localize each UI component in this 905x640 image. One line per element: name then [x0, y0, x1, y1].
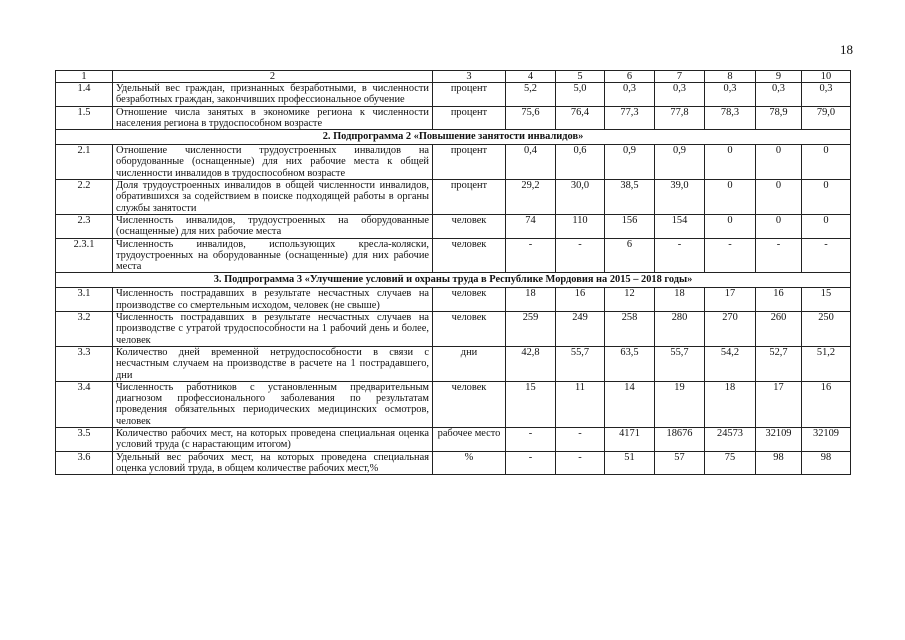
table-body: [56, 71, 851, 475]
value-cell: 77,8: [655, 106, 705, 130]
indicators-table: [55, 70, 851, 475]
value-cell: 30,0: [556, 180, 605, 215]
value-cell: 76,4: [556, 106, 605, 130]
value-cell: 63,5: [605, 346, 655, 381]
value-cell: -: [556, 238, 605, 273]
row-number-cell: 2.1: [56, 145, 113, 180]
value-cell: 74: [506, 214, 556, 238]
header-cell: 7: [655, 71, 705, 83]
unit-cell: человек: [433, 381, 506, 427]
value-cell: 0,3: [605, 83, 655, 107]
value-cell: -: [556, 451, 605, 475]
value-cell: 32109: [756, 428, 802, 452]
value-cell: 55,7: [556, 346, 605, 381]
value-cell: 78,9: [756, 106, 802, 130]
value-cell: 0: [756, 214, 802, 238]
value-cell: 259: [506, 312, 556, 347]
value-cell: 5,2: [506, 83, 556, 107]
value-cell: -: [705, 238, 756, 273]
value-cell: 18: [506, 288, 556, 312]
unit-cell: дни: [433, 346, 506, 381]
value-cell: 0: [802, 180, 851, 215]
value-cell: 0,3: [802, 83, 851, 107]
value-cell: 0: [756, 180, 802, 215]
value-cell: 260: [756, 312, 802, 347]
value-cell: 17: [705, 288, 756, 312]
value-cell: 0: [802, 145, 851, 180]
unit-cell: человек: [433, 312, 506, 347]
indicator-name-cell: Численность пострадавших в результате несчастных случаев на производстве со смертельным исходом, человек (не свыше): [113, 288, 433, 312]
unit-cell: рабочее место: [433, 428, 506, 452]
value-cell: -: [506, 428, 556, 452]
value-cell: 18: [655, 288, 705, 312]
table-row: [56, 83, 851, 107]
value-cell: -: [655, 238, 705, 273]
indicator-name-cell: Количество рабочих мест, на которых проведена специальная оценка условий труда (с нарастающим итогом): [113, 428, 433, 452]
value-cell: -: [756, 238, 802, 273]
row-number-cell: 3.3: [56, 346, 113, 381]
table-row: [56, 214, 851, 238]
value-cell: 98: [756, 451, 802, 475]
value-cell: 280: [655, 312, 705, 347]
indicator-name-cell: Количество дней временной нетрудоспособности в связи с несчастным случаем на производстве в расчете на 1 пострадавшего, дни: [113, 346, 433, 381]
value-cell: 16: [556, 288, 605, 312]
header-cell: 8: [705, 71, 756, 83]
value-cell: 6: [605, 238, 655, 273]
table-row: [56, 238, 851, 273]
value-cell: -: [506, 451, 556, 475]
value-cell: 0,3: [756, 83, 802, 107]
value-cell: 51: [605, 451, 655, 475]
header-cell: 1: [56, 71, 113, 83]
value-cell: -: [506, 238, 556, 273]
value-cell: 78,3: [705, 106, 756, 130]
value-cell: 0: [705, 214, 756, 238]
value-cell: 57: [655, 451, 705, 475]
value-cell: 38,5: [605, 180, 655, 215]
value-cell: 0: [705, 180, 756, 215]
row-number-cell: 3.6: [56, 451, 113, 475]
value-cell: 16: [802, 381, 851, 427]
value-cell: 32109: [802, 428, 851, 452]
value-cell: 51,2: [802, 346, 851, 381]
unit-cell: человек: [433, 238, 506, 273]
unit-cell: человек: [433, 214, 506, 238]
value-cell: 54,2: [705, 346, 756, 381]
value-cell: 154: [655, 214, 705, 238]
unit-cell: человек: [433, 288, 506, 312]
section-title: 3. Подпрограмма 3 «Улучшение условий и охраны труда в Республике Мордовия на 2015 – 2018 годы»: [56, 273, 851, 288]
value-cell: 0,9: [655, 145, 705, 180]
value-cell: 39,0: [655, 180, 705, 215]
section-heading-row: [56, 130, 851, 145]
unit-cell: процент: [433, 145, 506, 180]
value-cell: 42,8: [506, 346, 556, 381]
value-cell: 11: [556, 381, 605, 427]
row-number-cell: 3.4: [56, 381, 113, 427]
table-row: [56, 381, 851, 427]
row-number-cell: 3.2: [56, 312, 113, 347]
table-row: [56, 451, 851, 475]
value-cell: 12: [605, 288, 655, 312]
value-cell: 110: [556, 214, 605, 238]
page-number: 18: [840, 42, 853, 57]
value-cell: 5,0: [556, 83, 605, 107]
header-cell: 4: [506, 71, 556, 83]
row-number-cell: 2.2: [56, 180, 113, 215]
table-row: [56, 106, 851, 130]
indicator-name-cell: Численность инвалидов, трудоустроенных на оборудованные (оснащенные) для них рабочие места: [113, 214, 433, 238]
table-row: [56, 312, 851, 347]
row-number-cell: 3.1: [56, 288, 113, 312]
unit-cell: процент: [433, 180, 506, 215]
unit-cell: процент: [433, 106, 506, 130]
value-cell: 15: [802, 288, 851, 312]
unit-cell: процент: [433, 83, 506, 107]
value-cell: 4171: [605, 428, 655, 452]
indicator-name-cell: Численность пострадавших в результате несчастных случаев на производстве с утратой трудоспособности на 1 рабочий день и более, человек: [113, 312, 433, 347]
value-cell: 14: [605, 381, 655, 427]
value-cell: 0,6: [556, 145, 605, 180]
value-cell: 0,3: [655, 83, 705, 107]
value-cell: -: [802, 238, 851, 273]
value-cell: 250: [802, 312, 851, 347]
header-cell: 10: [802, 71, 851, 83]
value-cell: 15: [506, 381, 556, 427]
table-row: [56, 428, 851, 452]
row-number-cell: 2.3: [56, 214, 113, 238]
header-cell: 9: [756, 71, 802, 83]
value-cell: 52,7: [756, 346, 802, 381]
value-cell: 77,3: [605, 106, 655, 130]
row-number-cell: 2.3.1: [56, 238, 113, 273]
value-cell: 18676: [655, 428, 705, 452]
unit-cell: %: [433, 451, 506, 475]
value-cell: 270: [705, 312, 756, 347]
value-cell: 0,3: [705, 83, 756, 107]
value-cell: 24573: [705, 428, 756, 452]
section-title: 2. Подпрограмма 2 «Повышение занятости инвалидов»: [56, 130, 851, 145]
value-cell: 55,7: [655, 346, 705, 381]
header-cell: 6: [605, 71, 655, 83]
indicator-name-cell: Доля трудоустроенных инвалидов в общей численности инвалидов, обратившихся за содействием в поиске подходящей работы в органы службы занятости: [113, 180, 433, 215]
value-cell: 98: [802, 451, 851, 475]
value-cell: 0,9: [605, 145, 655, 180]
value-cell: 0: [756, 145, 802, 180]
value-cell: 249: [556, 312, 605, 347]
table-row: [56, 288, 851, 312]
indicator-name-cell: Численность работников с установленным предварительным диагнозом профессионального заболевания по результатам проведения обязательных периодических медицинских осмотров, человек: [113, 381, 433, 427]
indicator-name-cell: Отношение числа занятых в экономике региона к численности населения региона в трудоспособном возрасте: [113, 106, 433, 130]
row-number-cell: 1.4: [56, 83, 113, 107]
value-cell: 16: [756, 288, 802, 312]
column-number-row: [56, 71, 851, 83]
indicator-name-cell: Отношение численности трудоустроенных инвалидов на оборудованные (оснащенные) для них рабочие места к общей численности инвалидов в трудоспособном возрасте: [113, 145, 433, 180]
header-cell: 3: [433, 71, 506, 83]
value-cell: 29,2: [506, 180, 556, 215]
value-cell: 156: [605, 214, 655, 238]
value-cell: 18: [705, 381, 756, 427]
indicator-name-cell: Численность инвалидов, использующих кресла-коляски, трудоустроенных на оборудованные (оснащенные) для них рабочие места: [113, 238, 433, 273]
value-cell: -: [556, 428, 605, 452]
indicator-name-cell: Удельный вес рабочих мест, на которых проведена специальная оценка условий труда, в общем количестве рабочих мест,%: [113, 451, 433, 475]
header-cell: 2: [113, 71, 433, 83]
row-number-cell: 3.5: [56, 428, 113, 452]
value-cell: 0: [705, 145, 756, 180]
table-row: [56, 180, 851, 215]
value-cell: 19: [655, 381, 705, 427]
header-cell: 5: [556, 71, 605, 83]
value-cell: 79,0: [802, 106, 851, 130]
value-cell: 75: [705, 451, 756, 475]
value-cell: 258: [605, 312, 655, 347]
value-cell: 75,6: [506, 106, 556, 130]
table-row: [56, 346, 851, 381]
value-cell: 0: [802, 214, 851, 238]
value-cell: 17: [756, 381, 802, 427]
section-heading-row: [56, 273, 851, 288]
row-number-cell: 1.5: [56, 106, 113, 130]
indicator-name-cell: Удельный вес граждан, признанных безработными, в численности безработных граждан, закончивших профессиональное обучение: [113, 83, 433, 107]
value-cell: 0,4: [506, 145, 556, 180]
table-row: [56, 145, 851, 180]
